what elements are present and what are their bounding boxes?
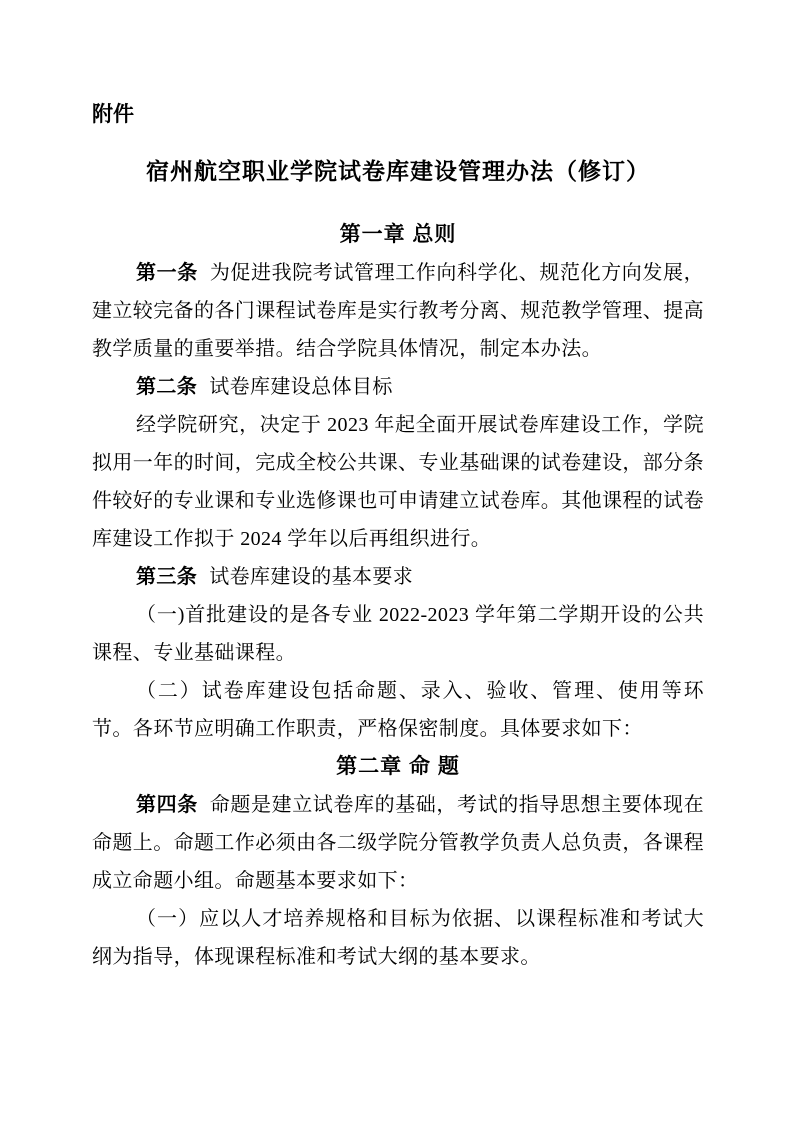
paragraph-article-3 bbox=[92, 558, 704, 596]
paragraph-text: 命题是建立试卷库的基础，考试的指导思想主要体现在命题上。命题工作必须由各二级学院分管教学负责人总负责，各课程成立命题小组。命题基本要求如下： bbox=[92, 794, 705, 892]
paragraph-text: （一）应以人才培养规格和目标为依据、以课程标准和考试大纲为指导，体现课程标准和考试大纲的基本要求。 bbox=[92, 908, 704, 968]
paragraph-article-2 bbox=[92, 368, 704, 406]
paragraph-text: （二）试卷库建设包括命题、录入、验收、管理、使用等环节。各环节应明确工作职责，严格保密制度。具体要求如下： bbox=[92, 680, 704, 740]
document-title: 宿州航空职业学院试卷库建设管理办法（修订） bbox=[146, 158, 650, 184]
article-label-3: 第三条 bbox=[136, 566, 198, 588]
paragraph-article-3-item-2 bbox=[92, 672, 704, 748]
article-label-2: 第二条 bbox=[136, 376, 198, 398]
paragraph-article-1 bbox=[92, 254, 704, 368]
paragraph-article-2-body bbox=[92, 406, 704, 558]
paragraph-article-4-item-1 bbox=[92, 900, 704, 976]
paragraph-text: 为促进我院考试管理工作向科学化、规范化方向发展，建立较完备的各门课程试卷库是实行教考分离、规范教学管理、提高教学质量的重要举措。结合学院具体情况，制定本办法。 bbox=[92, 262, 705, 360]
paragraph-text: 试卷库建设总体目标 bbox=[209, 376, 393, 398]
paragraph-article-3-item-1 bbox=[92, 596, 704, 672]
chapter-heading-2: 第二章 命 题 bbox=[336, 755, 460, 778]
article-label-4: 第四条 bbox=[136, 794, 198, 816]
attachment-label: 附件 bbox=[92, 103, 134, 126]
chapter-heading-1: 第一章 总则 bbox=[339, 223, 457, 246]
paragraph-text: （一)首批建设的是各专业 2022-2023 学年第二学期开设的公共课程、专业基础课程。 bbox=[92, 604, 704, 664]
paragraph-article-4 bbox=[92, 786, 704, 900]
article-label-1: 第一条 bbox=[136, 262, 198, 284]
paragraph-text: 经学院研究，决定于 2023 年起全面开展试卷库建设工作，学院拟用一年的时间，完成全校公共课、专业基础课的试卷建设，部分条件较好的专业课和专业选修课也可申请建立试卷库。其他课程的试卷库建设工作拟于 2024 学年以后再组织进行。 bbox=[92, 414, 704, 550]
paragraph-text: 试卷库建设的基本要求 bbox=[209, 566, 414, 588]
